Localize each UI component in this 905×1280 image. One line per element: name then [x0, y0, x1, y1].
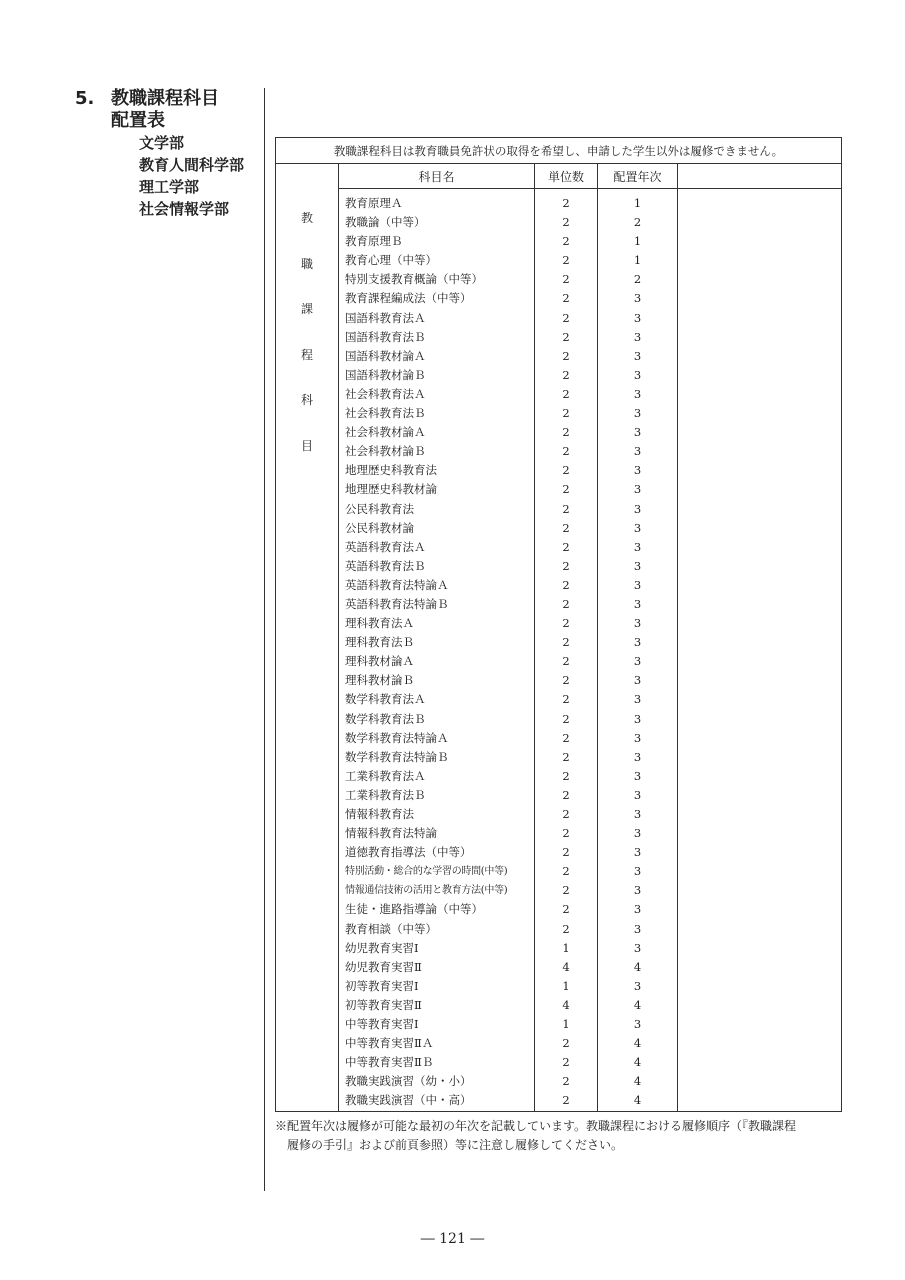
course-credits: 2: [562, 1036, 570, 1051]
course-name: 数学科教育法特論Ａ: [345, 730, 449, 745]
course-credits: 2: [562, 367, 570, 382]
course-year: 3: [633, 807, 642, 821]
course-name: 公民科教育法: [345, 501, 414, 516]
course-name: 理科教育法Ａ: [345, 616, 414, 631]
course-name: 理科教材論Ｂ: [345, 673, 414, 688]
course-name: 幼児教育実習Ⅱ: [345, 959, 422, 974]
course-credits: 2: [562, 348, 570, 363]
course-credits: 2: [562, 883, 570, 898]
course-year: 3: [633, 902, 642, 917]
course-credits: 2: [562, 310, 570, 325]
course-name: 地理歴史科教育法: [345, 463, 437, 478]
course-year: 3: [633, 482, 642, 497]
course-year: 3: [633, 692, 642, 707]
category-char: 程: [300, 347, 313, 362]
course-year: 3: [633, 520, 642, 535]
course-name: 工業科教育法Ａ: [345, 768, 426, 783]
course-name: 道徳教育指導法（中等）: [345, 845, 472, 860]
empty-column: [678, 189, 842, 1112]
course-name: 特別支援教育概論（中等）: [345, 272, 483, 287]
course-name: 国語科教育法Ａ: [345, 310, 426, 325]
course-year: 3: [633, 291, 642, 306]
course-year: 4: [633, 1055, 642, 1070]
course-year: 3: [633, 386, 642, 401]
course-name: 教職論（中等）: [345, 215, 426, 230]
course-year: 3: [633, 978, 642, 993]
course-credits: 2: [562, 520, 570, 535]
footnote-line2: 履修の手引』および前頁参照）等に注意し履修してください。: [287, 1138, 624, 1152]
course-year: 3: [633, 845, 642, 860]
course-year: 3: [633, 539, 642, 554]
course-credits: 1: [562, 978, 570, 993]
course-credits: 2: [562, 463, 570, 478]
course-name: 英語科教育法Ａ: [345, 539, 426, 554]
course-year: 3: [633, 329, 642, 344]
course-name: 工業科教育法Ｂ: [345, 787, 426, 802]
course-year: 3: [633, 501, 642, 516]
course-credits: 2: [562, 386, 570, 401]
course-credits: 2: [562, 1055, 570, 1070]
course-name: 国語科教材論Ａ: [345, 348, 426, 363]
course-credits: 2: [562, 482, 570, 497]
course-year: 3: [633, 673, 642, 688]
course-credits: 2: [562, 921, 570, 936]
course-credits: 2: [562, 272, 570, 287]
section-title-line2: 配置表: [111, 110, 165, 131]
header-empty: [678, 164, 842, 189]
credits-column: [535, 189, 598, 1112]
course-credits: 2: [562, 845, 570, 860]
course-year: 1: [633, 196, 642, 210]
course-credits: 2: [562, 673, 570, 688]
course-credits: 2: [562, 749, 570, 764]
faculty-item: 教育人間科学部: [139, 156, 245, 174]
table-body: [276, 189, 842, 1112]
course-credits: 2: [562, 501, 570, 516]
course-credits: 2: [562, 406, 570, 421]
course-name: 英語科教育法特論Ｂ: [345, 596, 449, 611]
course-credits: 2: [562, 730, 570, 745]
course-year: 1: [633, 234, 642, 249]
course-year: 3: [633, 348, 642, 363]
course-name: 初等教育実習Ⅰ: [345, 978, 419, 993]
course-year: 3: [633, 1017, 642, 1032]
course-year: 4: [633, 959, 642, 974]
category-cell: [276, 164, 339, 1112]
course-name: 数学科教育法Ａ: [345, 692, 426, 707]
course-credits: 2: [562, 864, 570, 879]
course-year: 2: [633, 272, 642, 287]
header-name: 科目名: [339, 164, 535, 189]
faculty-item: 社会情報学部: [139, 200, 230, 218]
course-name: 情報通信技術の活用と教育方法(中等): [345, 885, 508, 897]
course-credits: 2: [562, 692, 570, 707]
course-credits: 2: [562, 807, 570, 821]
table-notice: 教職課程科目は教育職員免許状の取得を希望し、申請した学生以外は履修できません。: [276, 138, 842, 164]
course-name: 数学科教育法特論Ｂ: [345, 749, 449, 764]
course-year: 3: [633, 787, 642, 802]
course-name: 社会科教育法Ａ: [345, 386, 426, 401]
faculty-list: [75, 132, 265, 220]
course-year: 3: [633, 730, 642, 745]
course-name: 教職実践演習（幼・小）: [345, 1074, 472, 1089]
course-name: 国語科教育法Ｂ: [345, 329, 426, 344]
course-name: 中等教育実習ⅡＡ: [345, 1036, 434, 1051]
course-credits: 2: [562, 635, 570, 650]
course-year: 3: [633, 367, 642, 382]
header-row: [276, 164, 842, 189]
course-year: 3: [633, 406, 642, 421]
course-name: 初等教育実習Ⅱ: [345, 997, 422, 1012]
course-credits: 2: [562, 539, 570, 554]
course-name: 英語科教育法Ｂ: [345, 558, 426, 573]
category-char: 科: [300, 393, 313, 407]
course-credits: 2: [562, 215, 570, 230]
course-year: 3: [633, 826, 642, 841]
course-year: 4: [633, 1074, 642, 1089]
course-year: 3: [633, 654, 642, 669]
course-name: 生徒・進路指導論（中等）: [345, 902, 483, 917]
course-name: 特別活動・総合的な学習の時間(中等): [345, 866, 508, 878]
course-credits: 2: [562, 329, 570, 344]
course-credits: 1: [562, 1017, 570, 1032]
course-credits: 2: [562, 596, 570, 611]
category-char: 課: [300, 302, 313, 316]
course-credits: 4: [562, 997, 570, 1012]
course-year: 4: [633, 1093, 642, 1108]
course-credits: 2: [562, 234, 570, 249]
course-name: 教育原理Ａ: [345, 196, 403, 210]
header-credits: 単位数: [535, 164, 598, 189]
course-year: 3: [633, 711, 642, 726]
course-credits: 1: [562, 940, 570, 955]
course-name: 中等教育実習Ⅰ: [345, 1017, 419, 1032]
faculty-item: 理工学部: [139, 178, 200, 196]
footnote-line1: ※配置年次は履修が可能な最初の年次を記載しています。教職課程における履修順序（『教職課程: [275, 1119, 797, 1133]
course-year: 3: [633, 577, 642, 592]
course-name: 社会科教育法Ｂ: [345, 406, 426, 421]
course-name: 教育課程編成法（中等）: [345, 291, 472, 306]
course-name: 教育原理Ｂ: [345, 234, 403, 249]
course-name: 理科教育法Ｂ: [345, 635, 414, 650]
course-name: 教職実践演習（中・高）: [345, 1093, 472, 1108]
course-credits: 2: [562, 902, 570, 917]
course-year: 3: [633, 768, 642, 783]
course-credits: 2: [562, 444, 570, 459]
vertical-divider: [264, 88, 265, 1191]
category-char: 職: [300, 256, 313, 271]
course-credits: 2: [562, 253, 570, 268]
course-year: 3: [633, 463, 642, 478]
course-credits: 2: [562, 577, 570, 592]
course-year: 3: [633, 616, 642, 631]
course-year: 3: [633, 425, 642, 440]
course-credits: 4: [562, 959, 570, 974]
section-heading: [75, 88, 265, 220]
course-credits: 2: [562, 616, 570, 631]
course-credits: 2: [562, 291, 570, 306]
course-year: 1: [633, 253, 642, 268]
course-name: 社会科教材論Ｂ: [345, 444, 426, 459]
course-year: 3: [633, 749, 642, 764]
course-credits: 2: [562, 1093, 570, 1108]
course-name: 地理歴史科教材論: [345, 482, 437, 497]
course-name: 情報科教育法: [345, 807, 414, 821]
course-year: 4: [633, 997, 642, 1012]
category-char: 教: [300, 211, 313, 225]
course-year: 3: [633, 635, 642, 650]
course-year: 3: [633, 921, 642, 936]
course-name: 数学科教育法Ｂ: [345, 711, 426, 726]
course-name: 教育相談（中等）: [345, 921, 437, 936]
course-name: 中等教育実習ⅡＢ: [345, 1055, 434, 1070]
course-credits: 2: [562, 558, 570, 573]
course-year: 3: [633, 596, 642, 611]
course-name: 教育心理（中等）: [345, 253, 437, 268]
course-name: 理科教材論Ａ: [345, 654, 414, 669]
section-title: 5. 教職課程科目: [75, 88, 219, 109]
course-credits: 2: [562, 768, 570, 783]
category-char: 目: [300, 438, 313, 453]
course-year: 3: [633, 444, 642, 459]
course-year: 4: [633, 1036, 642, 1051]
course-credits: 2: [562, 787, 570, 802]
course-credits: 2: [562, 654, 570, 669]
course-name: 英語科教育法特論Ａ: [345, 577, 449, 592]
course-year: 3: [633, 310, 642, 325]
course-credits: 2: [562, 826, 570, 841]
course-table: [275, 137, 842, 1112]
course-name: 国語科教材論Ｂ: [345, 367, 426, 382]
course-year: 3: [633, 864, 642, 879]
course-credits: 2: [562, 711, 570, 726]
course-credits: 2: [562, 196, 570, 210]
course-name: 幼児教育実習Ⅰ: [345, 940, 419, 955]
course-name: 社会科教材論Ａ: [345, 425, 426, 440]
page-number: ― 121 ―: [420, 1231, 485, 1247]
header-year: 配置年次: [598, 164, 678, 189]
course-year: 3: [633, 883, 642, 898]
faculty-item: 文学部: [139, 134, 185, 152]
course-year: 2: [633, 215, 642, 230]
course-year: 3: [633, 558, 642, 573]
course-name: 情報科教育法特論: [345, 826, 437, 841]
course-year: 3: [633, 940, 642, 955]
footnote: [275, 1117, 850, 1155]
course-credits: 2: [562, 425, 570, 440]
name-column: [339, 189, 535, 1112]
course-credits: 2: [562, 1074, 570, 1089]
course-name: 公民科教材論: [345, 520, 414, 535]
year-column: [598, 189, 678, 1112]
section-number: 5.: [75, 88, 95, 109]
